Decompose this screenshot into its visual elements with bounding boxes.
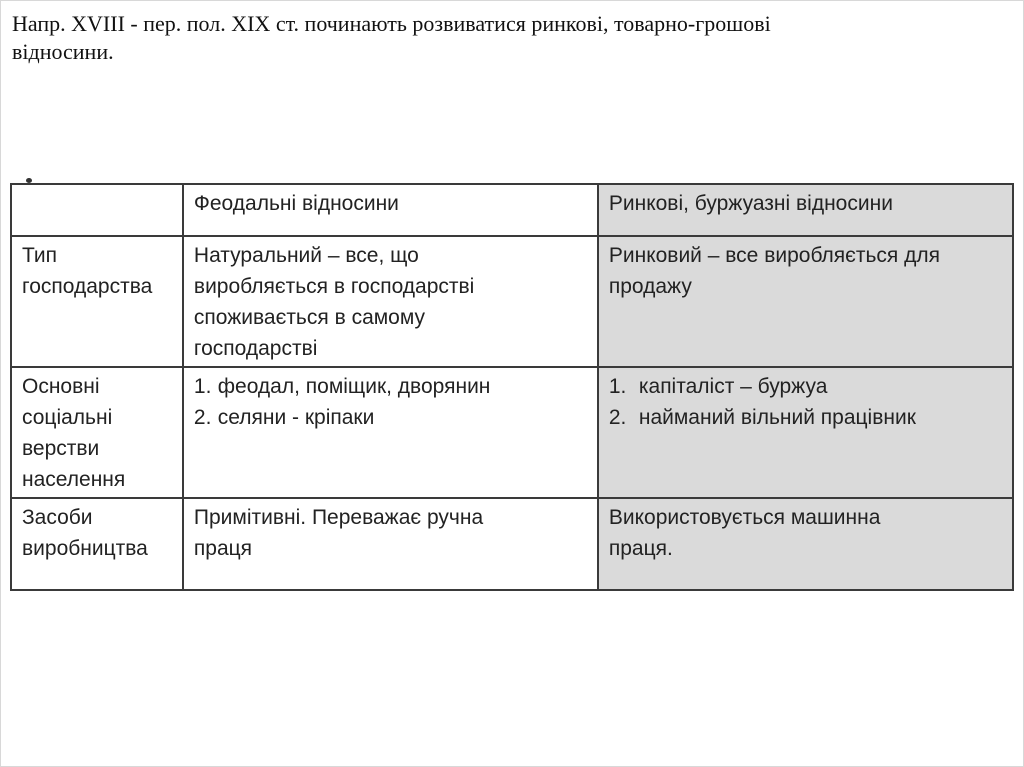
comparison-table — [10, 183, 1014, 591]
label-line: виробництва — [22, 537, 148, 560]
list-number: 1. — [608, 375, 627, 398]
list-text: феодал, поміщик, дворянин — [217, 375, 491, 398]
heading-line-2: відносини. — [12, 39, 114, 64]
cell-feudal-social-strata — [183, 367, 598, 498]
cell-line: праця. — [608, 537, 673, 560]
label-line: соціальні — [22, 406, 113, 429]
label-line: населення — [22, 468, 126, 491]
slide-heading — [12, 10, 992, 66]
cell-market-social-strata — [598, 367, 1013, 498]
table-row — [11, 498, 1013, 590]
cell-line: господарстві — [193, 337, 318, 360]
list-item — [609, 371, 1004, 402]
cell-line: виробляється в господарстві — [193, 275, 475, 298]
label-line: верстви — [22, 437, 100, 460]
row-label-social-strata — [11, 367, 183, 498]
list-text: капіталіст – буржуа — [638, 375, 828, 398]
cell-line: праця — [193, 537, 253, 560]
cell-line: споживається в самому — [193, 306, 426, 329]
table-row — [11, 236, 1013, 367]
label-line: Основні — [22, 375, 100, 398]
cell-line: продажу — [608, 275, 692, 298]
list-item — [194, 402, 589, 433]
cell-line: Примітивні. Переважає ручна — [193, 506, 484, 529]
list-item — [194, 371, 589, 402]
label-line: Засоби — [22, 506, 93, 529]
cell-market-means-of-production — [598, 498, 1013, 590]
row-label-means-of-production — [11, 498, 183, 590]
list-item — [609, 402, 1004, 433]
cell-market-economy-type — [598, 236, 1013, 367]
header-cell-market: Ринкові, буржуазні відносини — [598, 184, 1013, 236]
list-text: найманий вільний працівник — [638, 406, 916, 429]
cell-feudal-means-of-production — [183, 498, 598, 590]
list-text: селяни - кріпаки — [217, 406, 375, 429]
list-number: 2. — [193, 406, 212, 429]
header-cell-feudal: Феодальні відносини — [183, 184, 598, 236]
heading-line-1: Напр. XVIII - пер. пол. XIX ст. починають розвиватися ринкові, товарно-грошові — [12, 11, 771, 36]
label-line: господарства — [22, 275, 153, 298]
label-line: Тип — [22, 244, 58, 267]
list-number: 1. — [193, 375, 212, 398]
cell-feudal-economy-type — [183, 236, 598, 367]
table-header-row — [11, 184, 1013, 236]
cell-line: Використовується машинна — [608, 506, 881, 529]
cell-line: Натуральний – все, що — [193, 244, 419, 267]
header-cell-empty — [11, 184, 183, 236]
cell-line: Ринковий – все виробляється для — [608, 244, 941, 267]
list-number: 2. — [608, 406, 627, 429]
row-label-economy-type — [11, 236, 183, 367]
table-row — [11, 367, 1013, 498]
